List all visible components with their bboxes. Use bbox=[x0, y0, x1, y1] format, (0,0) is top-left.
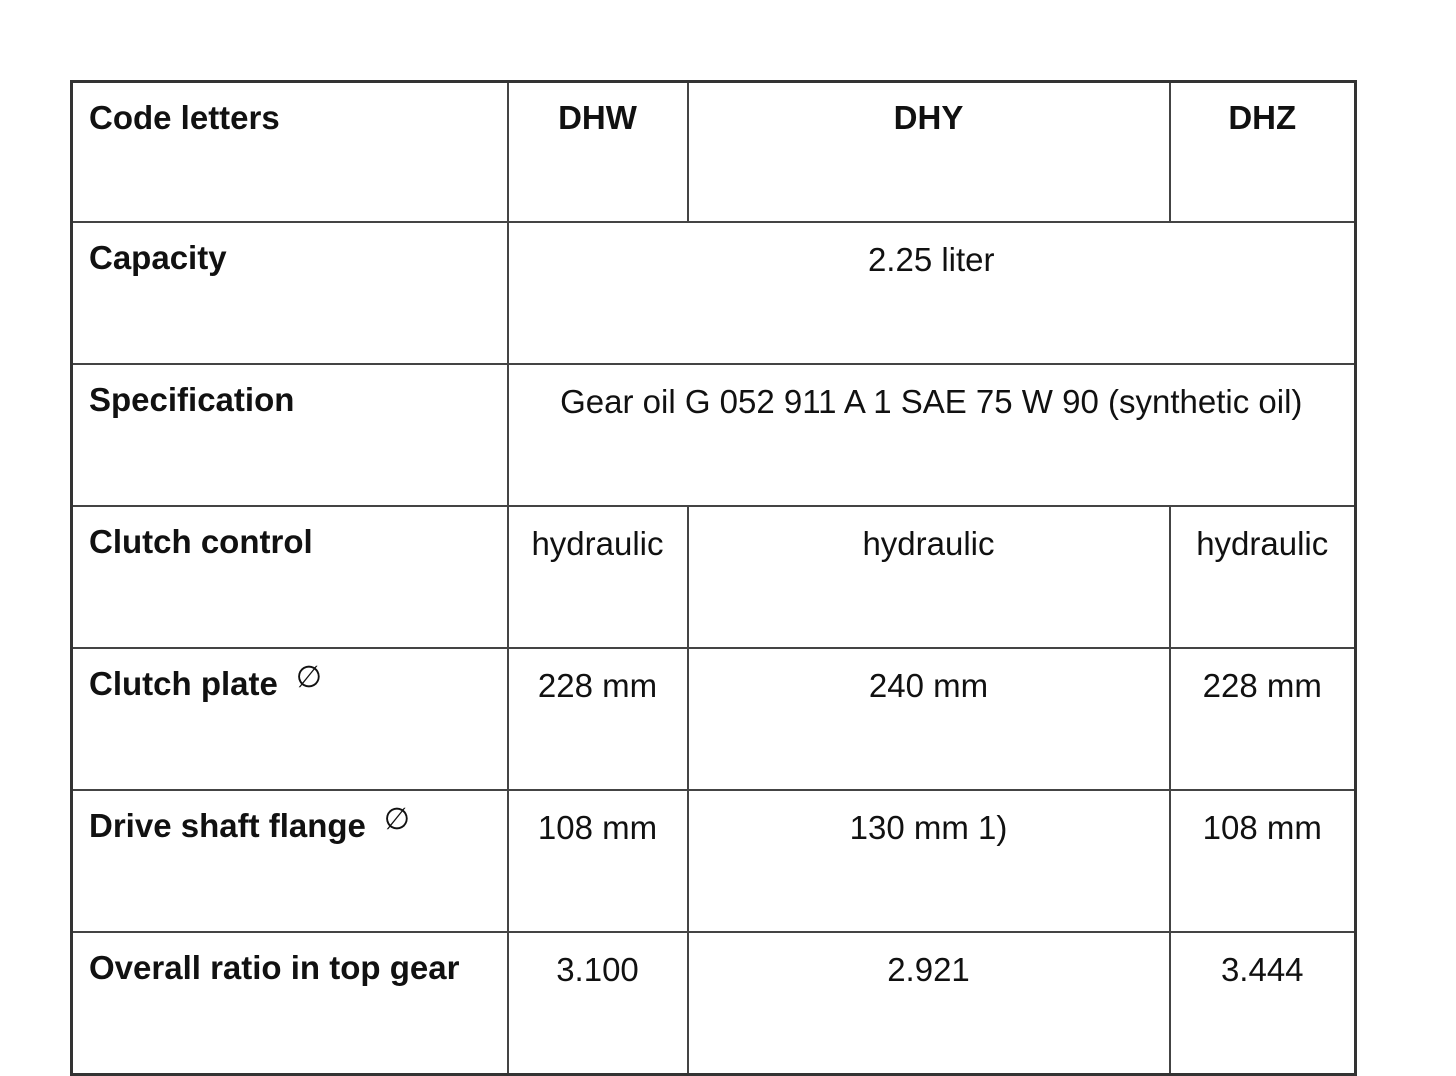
row-label-drive-shaft-flange bbox=[72, 790, 508, 932]
table-row-clutch-plate bbox=[72, 648, 1356, 790]
row-label-overall-ratio: Overall ratio in top gear bbox=[72, 932, 508, 1075]
capacity-value: 2.25 liter bbox=[508, 222, 1356, 364]
clutch-plate-dhw: 228 mm bbox=[508, 648, 688, 790]
table-row-drive-shaft-flange bbox=[72, 790, 1356, 932]
table-row-capacity bbox=[72, 222, 1356, 364]
drive-shaft-flange-dhw: 108 mm bbox=[508, 790, 688, 932]
column-header-dhz: DHZ bbox=[1170, 82, 1356, 223]
row-label-code-letters: Code letters bbox=[72, 82, 508, 223]
overall-ratio-dhw: 3.100 bbox=[508, 932, 688, 1075]
row-label-capacity: Capacity bbox=[72, 222, 508, 364]
clutch-control-dhy: hydraulic bbox=[688, 506, 1170, 648]
clutch-plate-dhz: 228 mm bbox=[1170, 648, 1356, 790]
specification-value: Gear oil G 052 911 A 1 SAE 75 W 90 (synthetic oil) bbox=[508, 364, 1356, 506]
diameter-symbol: ∅ bbox=[295, 661, 322, 694]
clutch-plate-dhy: 240 mm bbox=[688, 648, 1170, 790]
row-label-specification: Specification bbox=[72, 364, 508, 506]
table-row-specification bbox=[72, 364, 1356, 506]
row-label-clutch-control: Clutch control bbox=[72, 506, 508, 648]
overall-ratio-dhz: 3.444 bbox=[1170, 932, 1356, 1075]
overall-ratio-dhy: 2.921 bbox=[688, 932, 1170, 1075]
table-row-overall-ratio bbox=[72, 932, 1356, 1075]
gearbox-spec-table bbox=[70, 80, 1357, 1076]
clutch-plate-label: Clutch plate bbox=[89, 665, 278, 702]
column-header-dhy: DHY bbox=[688, 82, 1170, 223]
clutch-control-dhz: hydraulic bbox=[1170, 506, 1356, 648]
clutch-control-dhw: hydraulic bbox=[508, 506, 688, 648]
drive-shaft-flange-label: Drive shaft flange bbox=[89, 807, 366, 844]
row-label-clutch-plate bbox=[72, 648, 508, 790]
drive-shaft-flange-dhy: 130 mm 1) bbox=[688, 790, 1170, 932]
table-row-clutch-control bbox=[72, 506, 1356, 648]
table-row-code-letters bbox=[72, 82, 1356, 223]
drive-shaft-flange-dhz: 108 mm bbox=[1170, 790, 1356, 932]
column-header-dhw: DHW bbox=[508, 82, 688, 223]
diameter-symbol: ∅ bbox=[383, 803, 411, 836]
